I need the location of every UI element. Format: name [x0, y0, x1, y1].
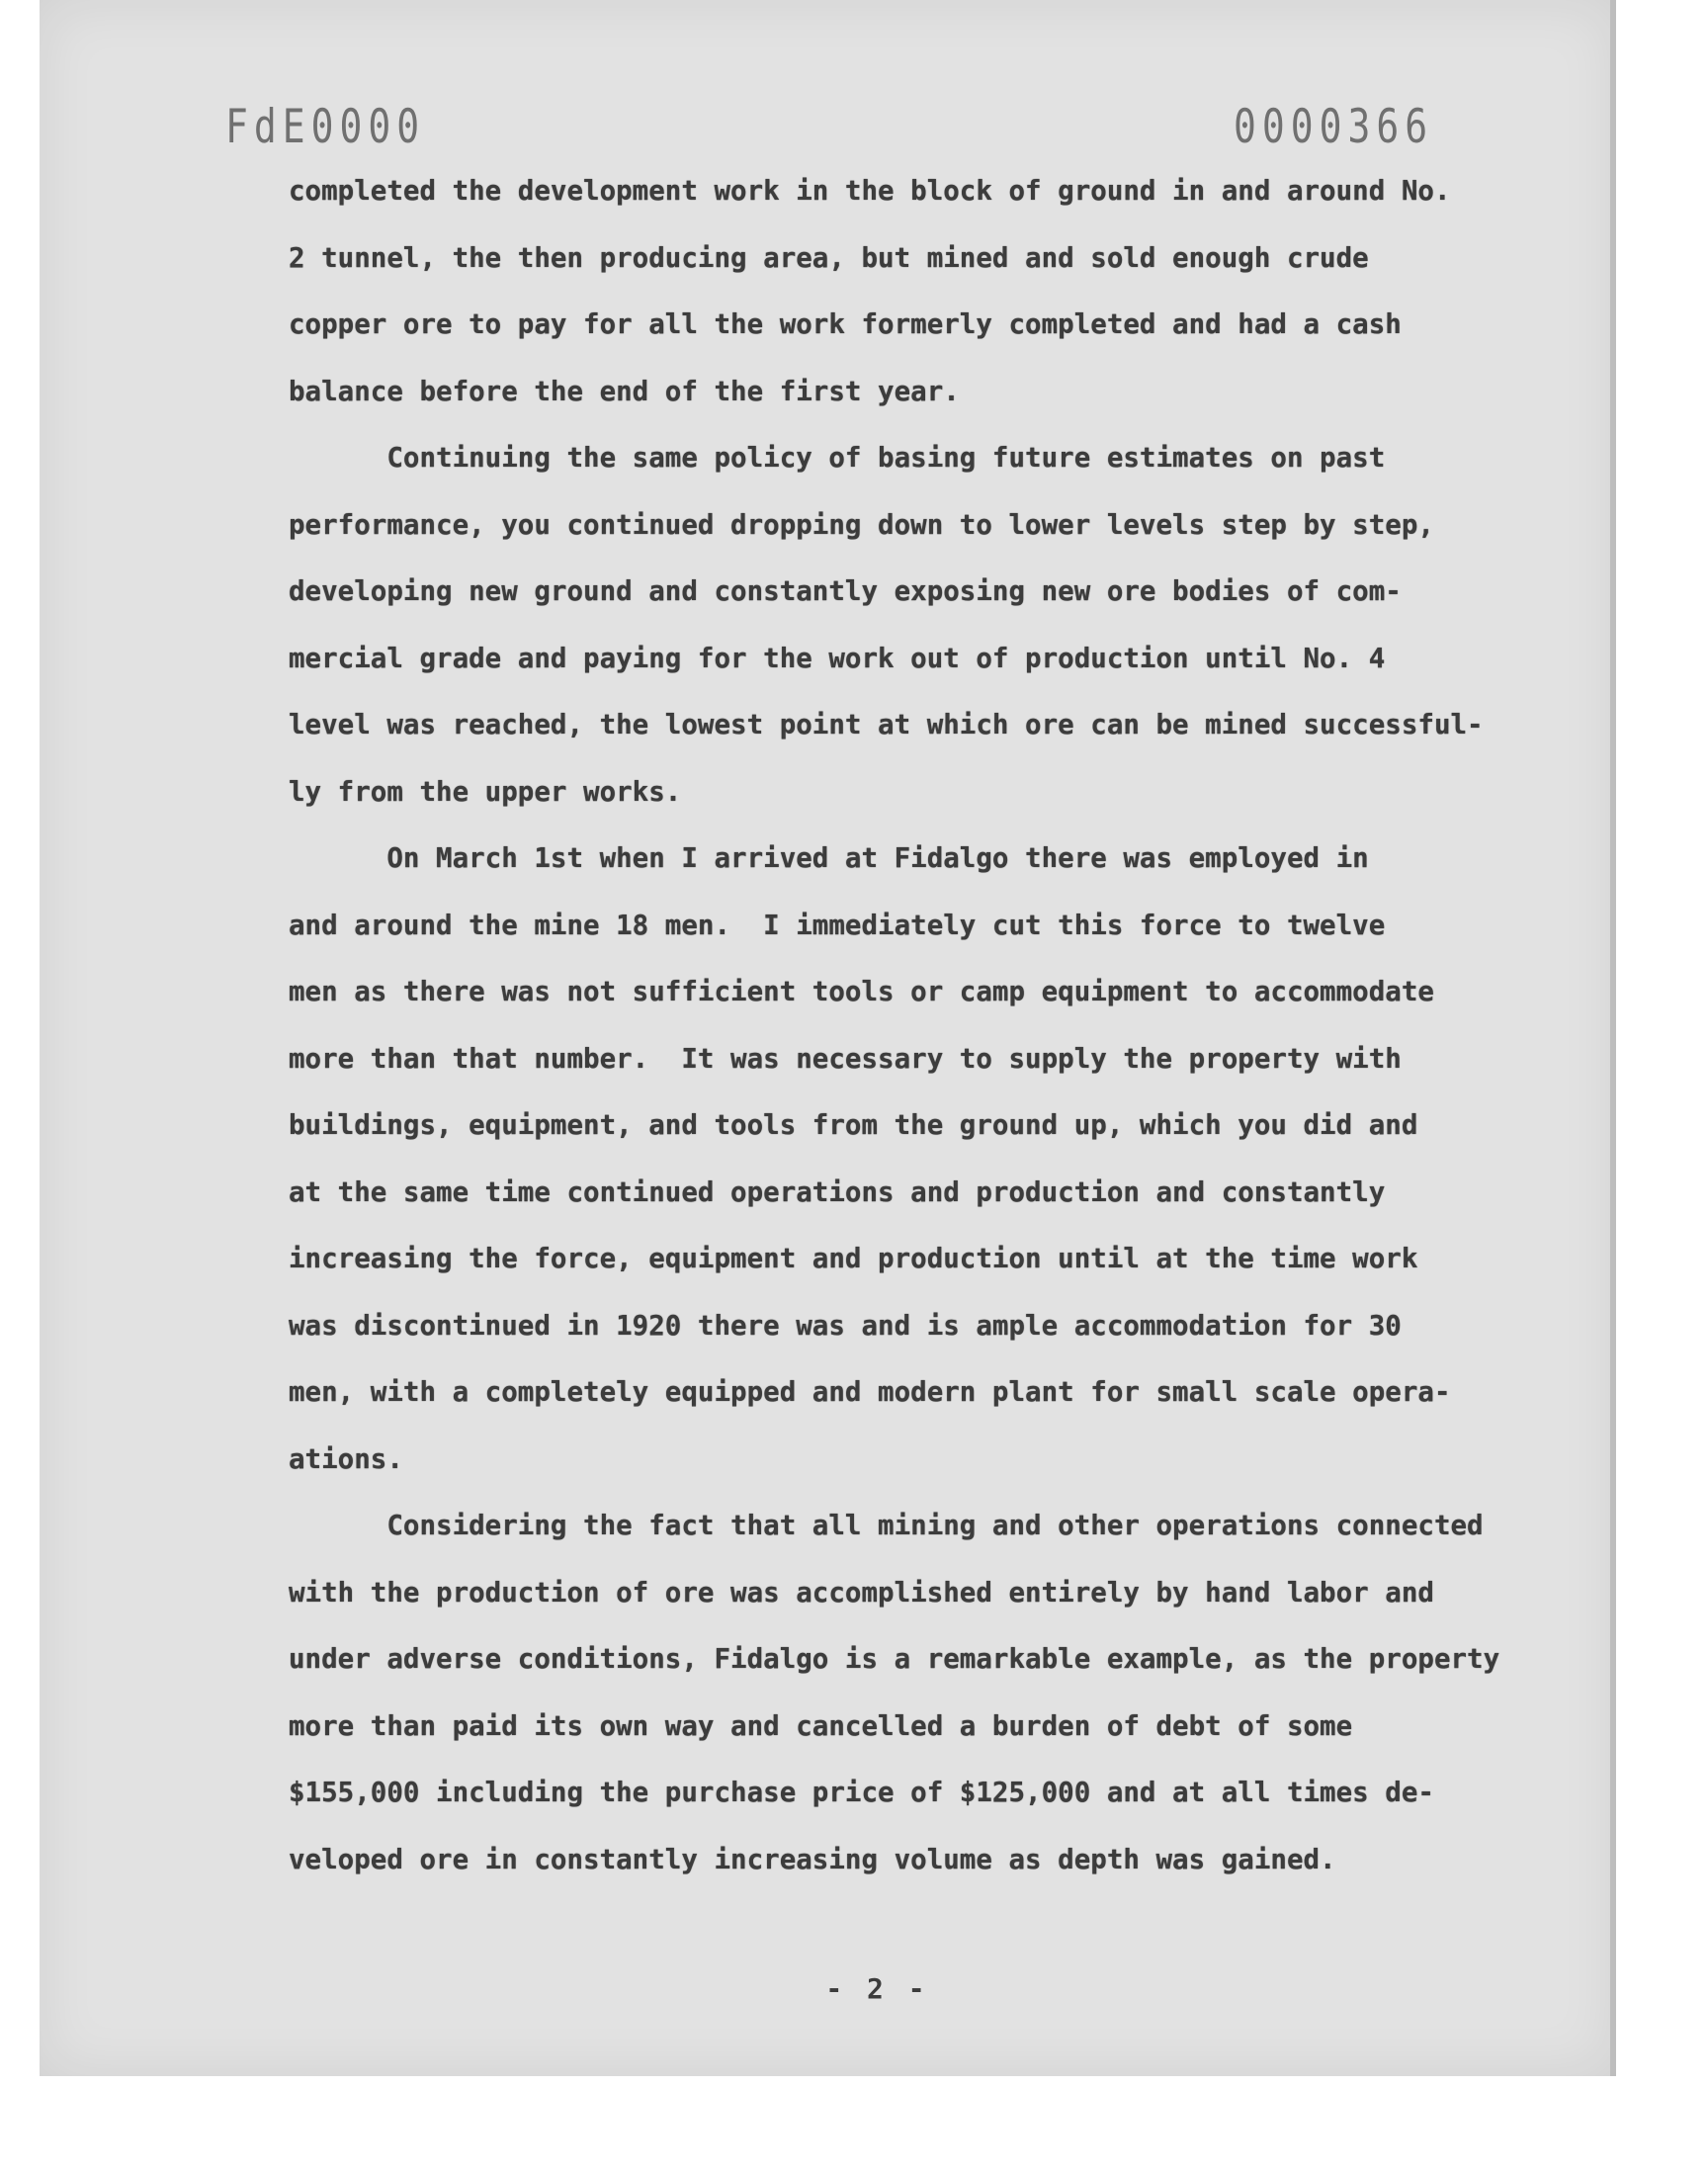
text-line: mercial grade and paying for the work out of production until No. 4 — [289, 642, 1386, 674]
text-line: copper ore to pay for all the work formerly completed and had a cash — [289, 308, 1402, 340]
text-line: ly from the upper works. — [289, 775, 682, 808]
text-line: was discontinued in 1920 there was and is ample accommodation for 30 — [289, 1309, 1402, 1342]
text-line: $155,000 including the purchase price of $125,000 and at all times de- — [289, 1777, 1434, 1808]
text-line: Considering the fact that all mining and other operations connected — [289, 1510, 1484, 1541]
document-code-right: 0000366 — [1234, 99, 1434, 153]
text-line: with the production of ore was accomplished entirely by hand labor and — [289, 1576, 1434, 1609]
text-line: completed the development work in the block of ground in and around No. — [289, 175, 1451, 207]
text-line: and around the mine 18 men. I immediately cut this force to twelve — [289, 909, 1386, 941]
text-line: 2 tunnel, the then producing area, but mined and sold enough crude — [289, 241, 1369, 274]
text-line: ations. — [289, 1442, 403, 1475]
text-line: balance before the end of the first year. — [289, 375, 960, 407]
text-line: more than that number. It was necessary to supply the property with — [289, 1042, 1402, 1075]
text-line: Continuing the same policy of basing future estimates on past — [289, 442, 1386, 474]
text-line: men, with a completely equipped and modern plant for small scale opera- — [289, 1376, 1451, 1408]
document-code-left: FdE0000 — [225, 99, 426, 153]
text-line: level was reached, the lowest point at which ore can be mined successful- — [289, 709, 1484, 740]
letter-body — [289, 158, 1564, 1893]
text-line: at the same time continued operations and production and constantly — [289, 1175, 1386, 1208]
text-line: developing new ground and constantly exposing new ore bodies of com- — [289, 575, 1402, 607]
scanned-page — [40, 0, 1616, 2076]
text-line: On March 1st when I arrived at Fidalgo there was employed in — [289, 842, 1369, 874]
text-line: men as there was not sufficient tools or camp equipment to accommodate — [289, 976, 1434, 1007]
text-line: performance, you continued dropping down to lower levels step by step, — [289, 508, 1434, 541]
text-line: under adverse conditions, Fidalgo is a remarkable example, as the property — [289, 1643, 1500, 1675]
scan-edge — [1610, 0, 1616, 2076]
text-line: increasing the force, equipment and production until at the time work — [289, 1243, 1418, 1274]
text-line: more than paid its own way and cancelled a burden of debt of some — [289, 1709, 1353, 1742]
text-line: veloped ore in constantly increasing volume as depth was gained. — [289, 1843, 1336, 1875]
page-number: - 2 - — [825, 1972, 929, 2005]
text-line: buildings, equipment, and tools from the ground up, which you did and — [289, 1109, 1418, 1141]
